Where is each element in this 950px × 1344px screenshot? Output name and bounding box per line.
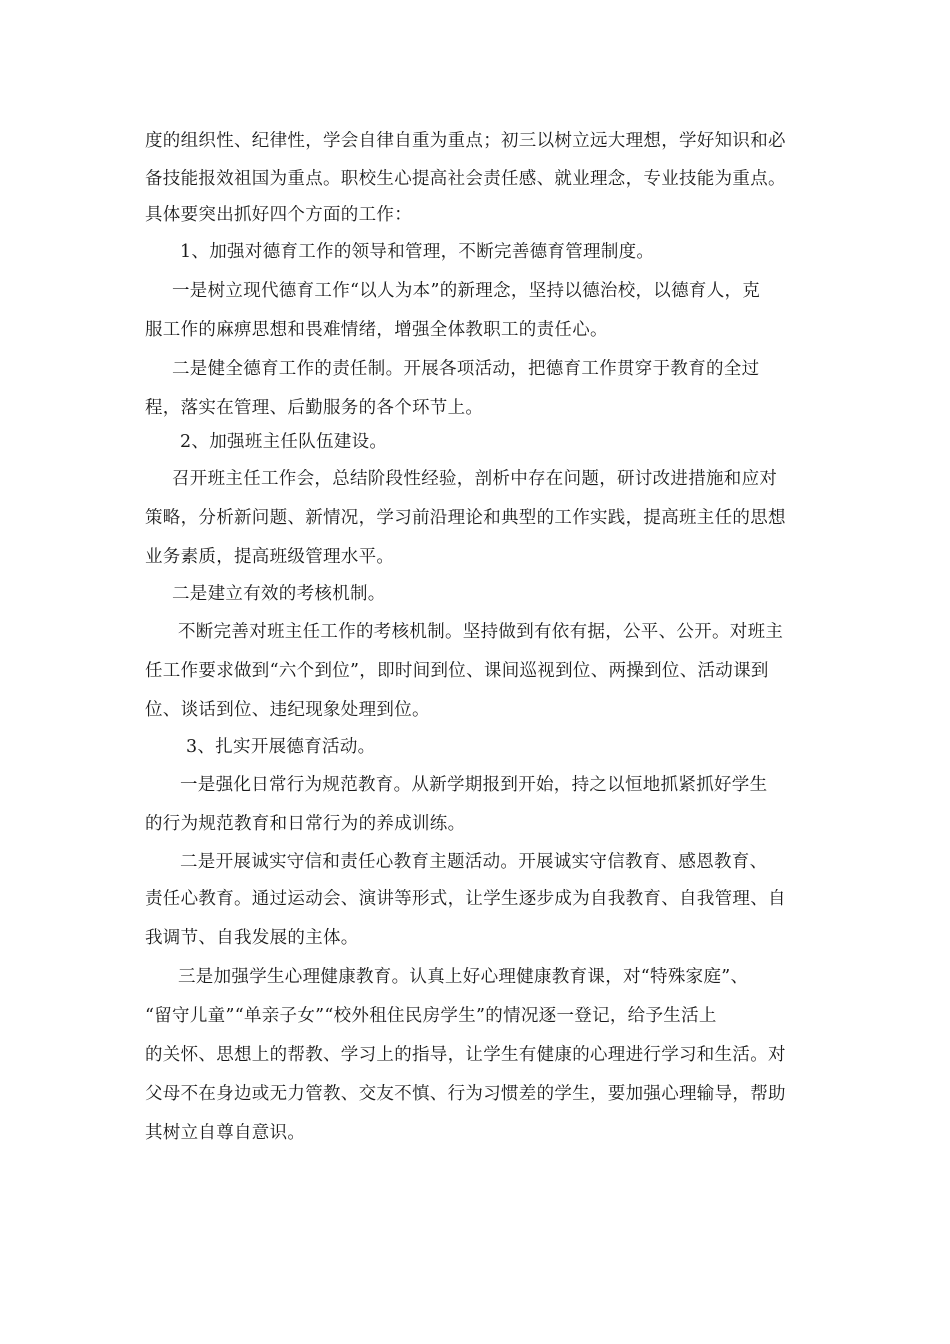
text-line: 召开班主任工作会，总结阶段性经验，剖析中存在问题，研讨改进措施和应对 (172, 469, 778, 489)
text-line: 其树立自尊自意识。 (145, 1123, 306, 1143)
section-heading: 1、加强对德育工作的领导和管理，不断完善德育管理制度。 (180, 242, 655, 262)
text-line: 二是健全德育工作的责任制。开展各项活动，把德育工作贯穿于教育的全过 (172, 359, 760, 379)
text-line: 一是树立现代德育工作“以人为本”的新理念，坚持以德治校，以德育人，克 (172, 281, 761, 301)
text-line: 三是加强学生心理健康教育。认真上好心理健康教育课，对“特殊家庭”、 (178, 967, 749, 987)
text-line: 具体要突出抓好四个方面的工作： (145, 205, 412, 225)
text-line: 位、谈话到位、违纪现象处理到位。 (145, 700, 430, 720)
text-line: 业务素质，提高班级管理水平。 (145, 547, 395, 567)
text-line: 的行为规范教育和日常行为的养成训练。 (145, 814, 466, 834)
section-heading: 3、扎实开展德育活动。 (186, 737, 376, 757)
section-heading: 2、加强班主任队伍建设。 (180, 432, 388, 452)
text-line: 父母不在身边或无力管教、交友不慎、行为习惯差的学生，要加强心理输导，帮助 (145, 1084, 786, 1104)
text-line: 任工作要求做到“六个到位”，即时间到位、课间巡视到位、两操到位、活动课到 (145, 661, 769, 681)
text-line: 二是建立有效的考核机制。 (172, 584, 386, 604)
text-line: 的关怀、思想上的帮教、学习上的指导，让学生有健康的心理进行学习和生活。对 (145, 1045, 786, 1065)
text-line: 策略，分析新问题、新情况，学习前沿理论和典型的工作实践，提高班主任的思想 (145, 508, 786, 528)
text-line: 一是强化日常行为规范教育。从新学期报到开始，持之以恒地抓紧抓好学生 (180, 775, 768, 795)
text-line: 备技能报效祖国为重点。职校生心提高社会责任感、就业理念，专业技能为重点。 (145, 169, 786, 189)
text-line: “留守儿童”“单亲子女”“校外租住民房学生”的情况逐一登记，给予生活上 (145, 1006, 717, 1026)
text-line: 度的组织性、纪律性，学会自律自重为重点；初三以树立远大理想，学好知识和必 (145, 131, 786, 151)
text-line: 责任心教育。通过运动会、演讲等形式，让学生逐步成为自我教育、自我管理、自 (145, 889, 786, 909)
text-line: 二是开展诚实守信和责任心教育主题活动。开展诚实守信教育、感恩教育、 (180, 852, 768, 872)
text-line: 服工作的麻痹思想和畏难情绪，增强全体教职工的责任心。 (145, 320, 608, 340)
text-line: 不断完善对班主任工作的考核机制。坚持做到有依有据，公平、公开。对班主 (178, 622, 784, 642)
text-line: 我调节、自我发展的主体。 (145, 928, 359, 948)
text-line: 程，落实在管理、后勤服务的各个环节上。 (145, 398, 484, 418)
